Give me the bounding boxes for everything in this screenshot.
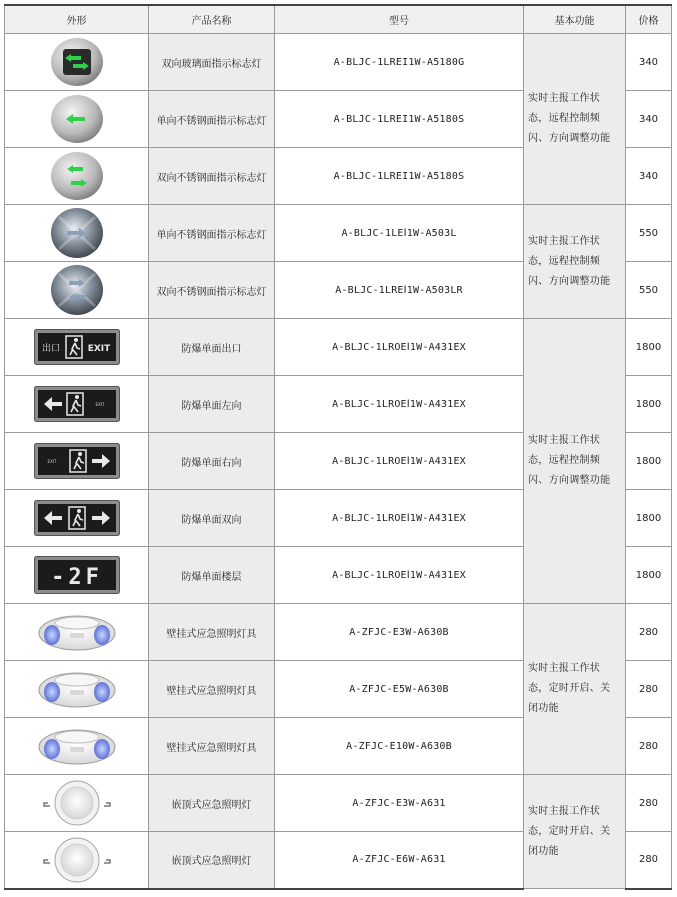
product-image-cell: [5, 319, 149, 376]
function-line: 闪、方向调整功能: [528, 275, 611, 287]
floor-sign-icon: [34, 556, 120, 594]
function-cell: [524, 775, 626, 889]
header-appearance: 外形: [5, 5, 149, 34]
sign-text: EXIT: [95, 402, 104, 407]
product-price: 340: [626, 148, 672, 205]
product-image-cell: [5, 547, 149, 604]
product-model: A-BLJC-1LROEⅠ1W-A431EX: [275, 547, 524, 604]
product-name: 双向不锈钢面指示标志灯: [149, 148, 275, 205]
function-line: 实时主报工作状: [528, 435, 601, 446]
wall-emergency-light-icon: [37, 725, 117, 767]
product-price: 280: [626, 775, 672, 832]
header-name: 产品名称: [149, 5, 275, 34]
product-image-cell: [5, 205, 149, 262]
product-price: 280: [626, 661, 672, 718]
product-model: A-BLJC-1LROEⅠ1W-A431EX: [275, 319, 524, 376]
double-arrow-sign-icon: [34, 500, 120, 536]
product-model: A-ZFJC-E6W-A631: [275, 832, 524, 889]
product-price: 280: [626, 604, 672, 661]
product-price: 1800: [626, 376, 672, 433]
function-line: 闭功能: [528, 845, 559, 857]
product-image-cell: [5, 490, 149, 547]
sign-text: -2F: [50, 565, 103, 590]
recessed-downlight-icon: [42, 836, 112, 884]
left-arrow-sign-icon: [34, 386, 120, 422]
recessed-downlight-icon: [42, 779, 112, 827]
table-row: [5, 604, 672, 661]
function-line: 实时主报工作状: [528, 805, 601, 817]
product-table: [4, 4, 672, 890]
product-name: 防爆单面右向: [149, 433, 275, 490]
product-image-cell: [5, 718, 149, 775]
product-name: 嵌顶式应急照明灯: [149, 832, 275, 889]
product-model: A-ZFJC-E10W-A630B: [275, 718, 524, 775]
round-double-arrow-sign-icon: [49, 151, 105, 201]
product-model: A-BLJC-1LEⅠ1W-A503L: [275, 205, 524, 262]
product-model: A-BLJC-1LROEⅠ1W-A431EX: [275, 376, 524, 433]
product-model: A-BLJC-1LREI1W-A5180G: [275, 34, 524, 91]
product-name: 单向不锈钢面指示标志灯: [149, 91, 275, 148]
product-image-cell: [5, 91, 149, 148]
product-price: 340: [626, 91, 672, 148]
product-name: 双向不锈钢面指示标志灯: [149, 262, 275, 319]
product-name: 嵌顶式应急照明灯: [149, 775, 275, 832]
product-price: 280: [626, 832, 672, 889]
function-line: 态，定时开启、关: [528, 683, 611, 694]
header-model: 型号: [275, 5, 524, 34]
function-cell: [524, 34, 626, 205]
product-model: A-BLJC-1LREI1W-A5180S: [275, 148, 524, 205]
sign-text: EXIT: [47, 459, 56, 464]
product-model: A-BLJC-1LROEⅠ1W-A431EX: [275, 490, 524, 547]
product-image-cell: [5, 775, 149, 832]
product-price: 280: [626, 718, 672, 775]
product-name: 壁挂式应急照明灯具: [149, 718, 275, 775]
header-row: [5, 5, 672, 34]
function-line: 实时主报工作状: [528, 235, 601, 247]
function-line: 态，远程控制频: [528, 113, 601, 124]
function-line: 态，远程控制频: [528, 455, 601, 466]
product-price: 550: [626, 262, 672, 319]
function-line: 实时主报工作状: [528, 663, 601, 674]
product-image-cell: [5, 433, 149, 490]
product-model: A-ZFJC-E5W-A630B: [275, 661, 524, 718]
wall-emergency-light-icon: [37, 611, 117, 653]
product-price: 1800: [626, 433, 672, 490]
table-row: [5, 319, 672, 376]
sign-text: EXIT: [87, 344, 110, 354]
product-name: 壁挂式应急照明灯具: [149, 604, 275, 661]
round-dark-double-arrow-sign-icon: [49, 264, 105, 316]
product-price: 1800: [626, 547, 672, 604]
round-dark-arrow-sign-icon: [49, 207, 105, 259]
product-image-cell: [5, 604, 149, 661]
product-price: 1800: [626, 319, 672, 376]
round-single-arrow-sign-icon: [49, 94, 105, 144]
function-cell: [524, 205, 626, 319]
header-function: 基本功能: [524, 5, 626, 34]
product-model: A-ZFJC-E3W-A631: [275, 775, 524, 832]
product-image-cell: [5, 832, 149, 889]
round-green-arrow-sign-icon: [49, 37, 105, 87]
function-line: 实时主报工作状: [528, 93, 601, 104]
product-price: 550: [626, 205, 672, 262]
product-name: 壁挂式应急照明灯具: [149, 661, 275, 718]
product-name: 防爆单面出口: [149, 319, 275, 376]
product-price: 340: [626, 34, 672, 91]
product-image-cell: [5, 34, 149, 91]
product-model: A-BLJC-1LREI1W-A5180S: [275, 91, 524, 148]
function-line: 闪、方向调整功能: [528, 475, 611, 486]
product-image-cell: [5, 376, 149, 433]
function-cell: [524, 319, 626, 604]
table-row: [5, 34, 672, 91]
table-row: [5, 205, 672, 262]
product-image-cell: [5, 262, 149, 319]
product-name: 单向不锈钢面指示标志灯: [149, 205, 275, 262]
product-name: 防爆单面楼层: [149, 547, 275, 604]
product-name: 防爆单面双向: [149, 490, 275, 547]
product-model: A-BLJC-1LREⅠ1W-A503LR: [275, 262, 524, 319]
function-line: 闭功能: [528, 703, 559, 714]
function-line: 闪、方向调整功能: [528, 133, 611, 144]
product-name: 双向玻璃面指示标志灯: [149, 34, 275, 91]
product-price: 1800: [626, 490, 672, 547]
table-row: [5, 775, 672, 832]
sign-text: 出口: [41, 344, 60, 354]
exit-sign-icon: [34, 329, 120, 365]
wall-emergency-light-icon: [37, 668, 117, 710]
product-model: A-ZFJC-E3W-A630B: [275, 604, 524, 661]
function-cell: [524, 604, 626, 775]
product-model: A-BLJC-1LROEⅠ1W-A431EX: [275, 433, 524, 490]
product-image-cell: [5, 661, 149, 718]
product-image-cell: [5, 148, 149, 205]
function-line: 态，远程控制频: [528, 255, 601, 267]
header-price: 价格: [626, 5, 672, 34]
right-arrow-sign-icon: [34, 443, 120, 479]
function-line: 态，定时开启、关: [528, 825, 611, 837]
product-name: 防爆单面左向: [149, 376, 275, 433]
